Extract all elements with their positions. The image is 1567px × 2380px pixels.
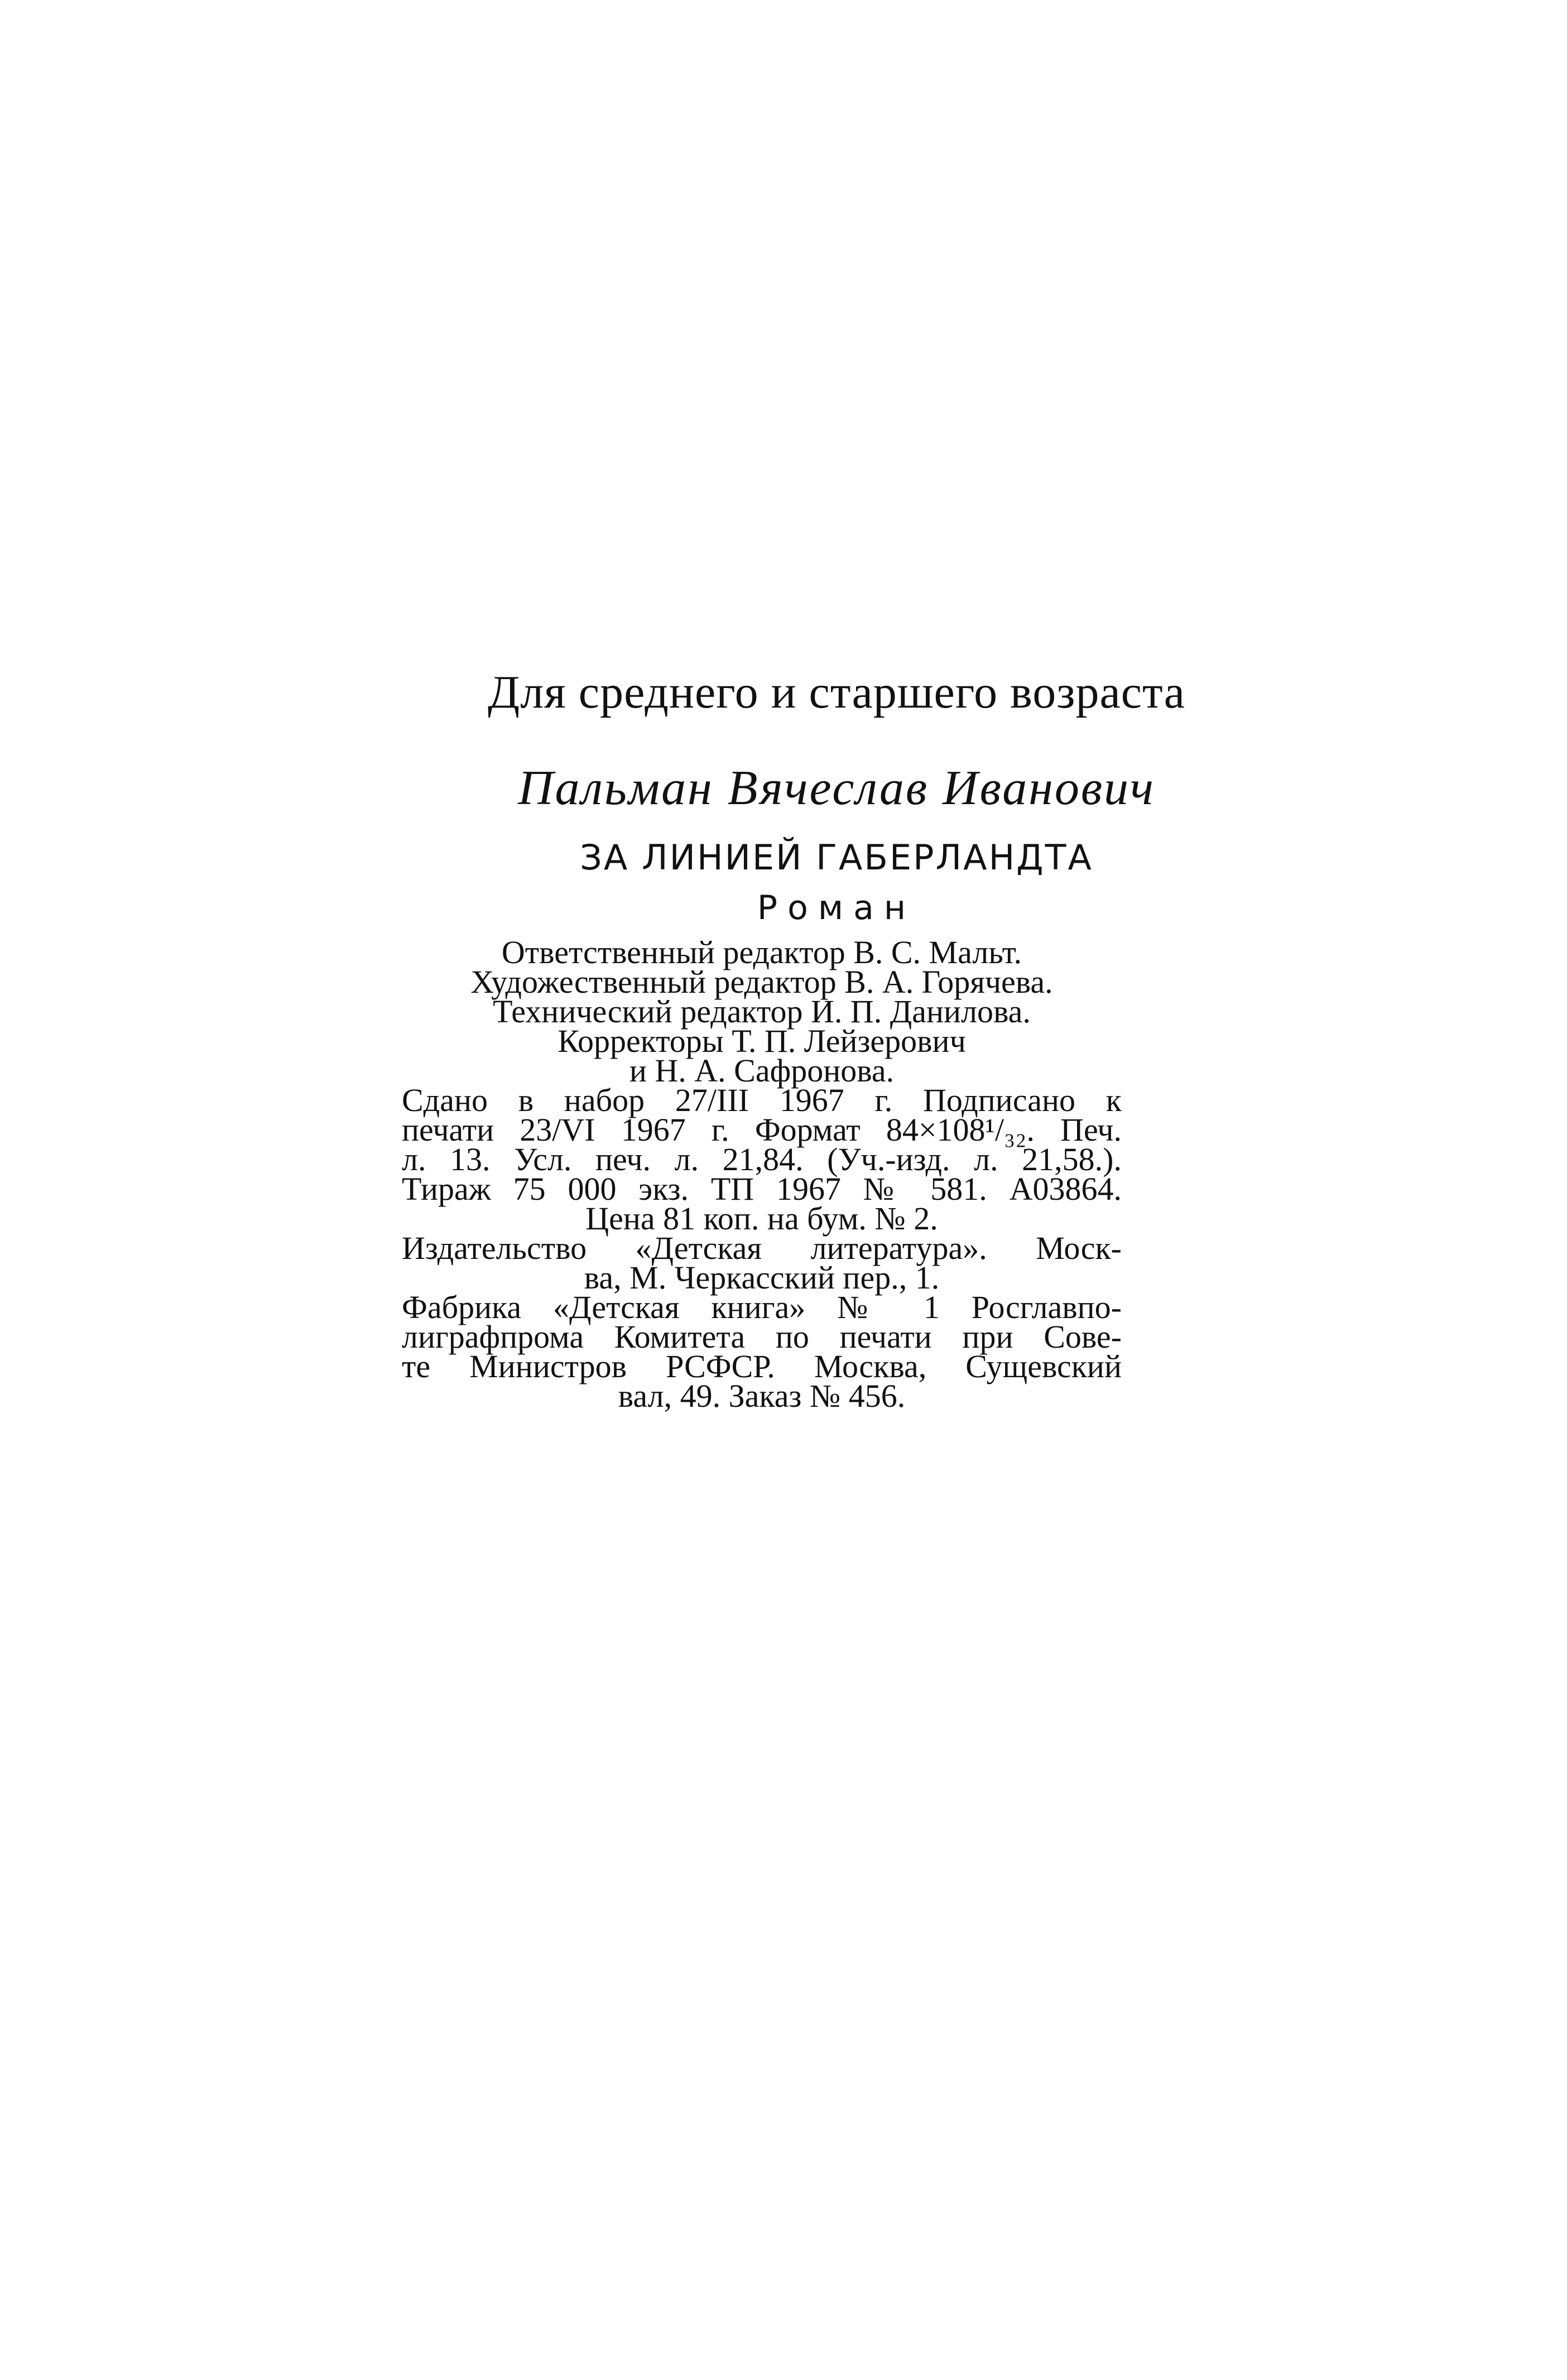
imprint-line: Фабрика «Детская книга» № 1 Росглавпо- (402, 1289, 1122, 1325)
imprint-line: печати 23/VI 1967 г. Формат 84×108¹/₃₂. Печ. (402, 1112, 1122, 1148)
book-title: ЗА ЛИНИЕЙ ГАБЕРЛАНДТА (580, 837, 1093, 878)
imprint-line: и Н. А. Сафронова. (629, 1052, 895, 1089)
target-audience: Для среднего и старшего возраста (487, 666, 1186, 718)
imprint-line: лиграфпрома Комитета по печати при Сове- (402, 1319, 1122, 1355)
imprint-line: Тираж 75 000 экз. ТП 1967 № 581. А03864. (402, 1171, 1122, 1207)
book-genre: Роман (757, 888, 916, 927)
imprint-line: л. 13. Усл. печ. л. 21,84. (Уч.-изд. л. 21,58.). (402, 1141, 1122, 1177)
imprint-line: Технический редактор И. П. Данилова. (493, 993, 1031, 1030)
imprint-line: Ответственный редактор В. С. Мальт. (501, 934, 1022, 970)
imprint-line: вал, 49. Заказ № 456. (618, 1378, 906, 1414)
imprint-line: ва, М. Черкасский пер., 1. (584, 1259, 940, 1296)
author-name: Пальман Вячеслав Иванович (517, 761, 1156, 815)
imprint-line: Художественный редактор В. А. Горячева. (470, 964, 1053, 1000)
imprint-line: Издательство «Детская литература». Моск- (402, 1230, 1122, 1266)
imprint-block (402, 934, 1122, 1414)
imprint-line: Цена 81 коп. на бум. № 2. (585, 1200, 938, 1237)
imprint-line: те Министров РСФСР. Москва, Сущевский (402, 1348, 1122, 1384)
imprint-line: Корректоры Т. П. Лейзерович (557, 1023, 966, 1059)
imprint-line: Сдано в набор 27/III 1967 г. Подписано к (402, 1082, 1122, 1118)
